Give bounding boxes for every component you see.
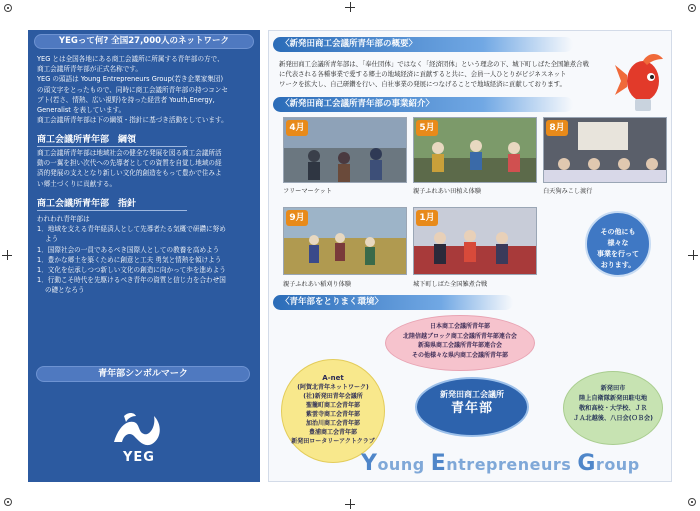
guideline-heading: 商工会議所青年部 指針 bbox=[37, 196, 187, 211]
photo-mikoshi bbox=[543, 117, 667, 183]
national-organizations-oval: 日本商工会議所青年部 北陸信越ブロック商工会議所青年部連合会 新潟県商工会議所青年部連合会 その他様々な県内商工会議所青年部 bbox=[385, 315, 535, 371]
month-badge: 5月 bbox=[416, 120, 438, 136]
registration-mark bbox=[688, 498, 696, 506]
other-activities-badge: その他にも 様々な 事業を行って おります。 bbox=[585, 211, 651, 277]
yeg-intro-text: YEG とは全国各地にある商工会議所に所属する青年部の方で、 商工会議所青年部が正式名称です。 YEG の頭語は Young Entrepreneurs Group(若き企業家集団) の頭文字をとったもので、同時に商工会議所青年部の持つコンセ プト(若さ、情熱、広い視野)を持った経営者 Youth,Energy, Generalist を表しています。 商工会議所青年部は下の綱領・指針に基づき活動をしています。 bbox=[37, 55, 228, 125]
registration-mark bbox=[688, 4, 696, 12]
month-badge: 1月 bbox=[416, 210, 438, 226]
shibata-yeg-center-oval: 新発田商工会議所 青年部 bbox=[415, 377, 529, 437]
crop-mark bbox=[345, 2, 355, 12]
photo-rice-planting bbox=[413, 117, 537, 183]
charter-heading: 商工会議所青年部 綱領 bbox=[37, 132, 187, 147]
month-badge: 4月 bbox=[286, 120, 308, 136]
photo-caption: 城下町しばた全国雑煮合戦 bbox=[413, 281, 488, 288]
symbol-mark-header: 青年部シンボルマーク bbox=[36, 366, 250, 382]
yeg-logo bbox=[104, 406, 174, 476]
charter-text: 商工会議所青年部は地域社会の健全な発展を図る商工会議所活 動の一翼を担い次代への先導者としての資質を自覚し地域の経 済的発展の支えとなり新しい文化的創造をもって豊かで住みよ い郷土づくりに貢献する。 bbox=[37, 149, 222, 188]
overview-text: 新発田商工会議所青年部は、「奉仕団体」ではなく「経済団体」という理念の下、城下町しばた全国雑煮合戦 に代表される各種事業で愛する郷土の地域経済に貢献すると共に、会員一人ひとりがビジネスネット ワークを拡大し、自己研鑽を行い、自社事業の発展につなげることで地域経済に貢献しております。 bbox=[279, 60, 589, 88]
right-panel bbox=[268, 30, 672, 482]
photo-caption: 白天狗みこし渡行 bbox=[543, 188, 593, 195]
photo-rice-harvest bbox=[283, 207, 407, 275]
photo-caption: 親子ふれあい稲刈り体験 bbox=[283, 281, 352, 288]
month-badge: 9月 bbox=[286, 210, 308, 226]
yeg-logo-mark-icon bbox=[104, 406, 174, 452]
guideline-text: われわれ青年部は 1．地域を支える青年経済人として先導者たる気概で研鑽に努め よう 1．国際社会の一員であるべき国際人としての教養を高めよう 1．豊かな郷土を築くために創意と工夫 勇気と情熱を傾けよう 1．文化を伝承しつつ新しい文化の創造に向かって歩を進めよう 1．行動こそ時代を先駆けるべき青年の資質と信じ力を合わせ国 の礎となろう bbox=[37, 215, 226, 295]
crop-mark bbox=[345, 499, 355, 509]
yeg-network-header: YEGって何? 全国27,000人のネットワーク bbox=[34, 34, 254, 49]
month-badge: 8月 bbox=[546, 120, 568, 136]
photo-caption: 親子ふれあい田植え体験 bbox=[413, 188, 482, 195]
crop-mark bbox=[2, 250, 12, 260]
overview-header: 〈新発田商工会議所青年部の概要〉 bbox=[273, 37, 573, 52]
crop-mark bbox=[688, 250, 698, 260]
left-panel bbox=[28, 30, 260, 482]
red-fish-mascot-icon bbox=[613, 51, 669, 115]
yeg-logo-text: YEG bbox=[123, 450, 155, 465]
a-net-oval: A-net (阿賀北青年ネットワーク) (社)新発田青年会議所 聖籠町商工会青年部 紫雲寺商工会青年部 加治川商工会青年部 豊浦商工会青年部 新発田ロータリーアクトクラブ bbox=[281, 359, 385, 463]
photo-flea-market bbox=[283, 117, 407, 183]
environment-header: 〈青年部をとりまく環境〉 bbox=[273, 295, 513, 310]
registration-mark bbox=[4, 498, 12, 506]
registration-mark bbox=[4, 4, 12, 12]
local-partners-oval: 新発田市 陸上自衛隊新発田駐屯地 敬和高校・大学校、ＪＲ ＪＡ北越後、八日会(ＯＢ会) bbox=[563, 371, 663, 445]
photo-caption: フリーマーケット bbox=[283, 188, 332, 195]
activities-header: 〈新発田商工会議所青年部の事業紹介〉 bbox=[273, 97, 573, 112]
photo-zoni-battle bbox=[413, 207, 537, 275]
brochure-page bbox=[18, 18, 682, 494]
young-entrepreneurs-group-wordmark: Young Entrepreneurs Group bbox=[361, 451, 640, 476]
